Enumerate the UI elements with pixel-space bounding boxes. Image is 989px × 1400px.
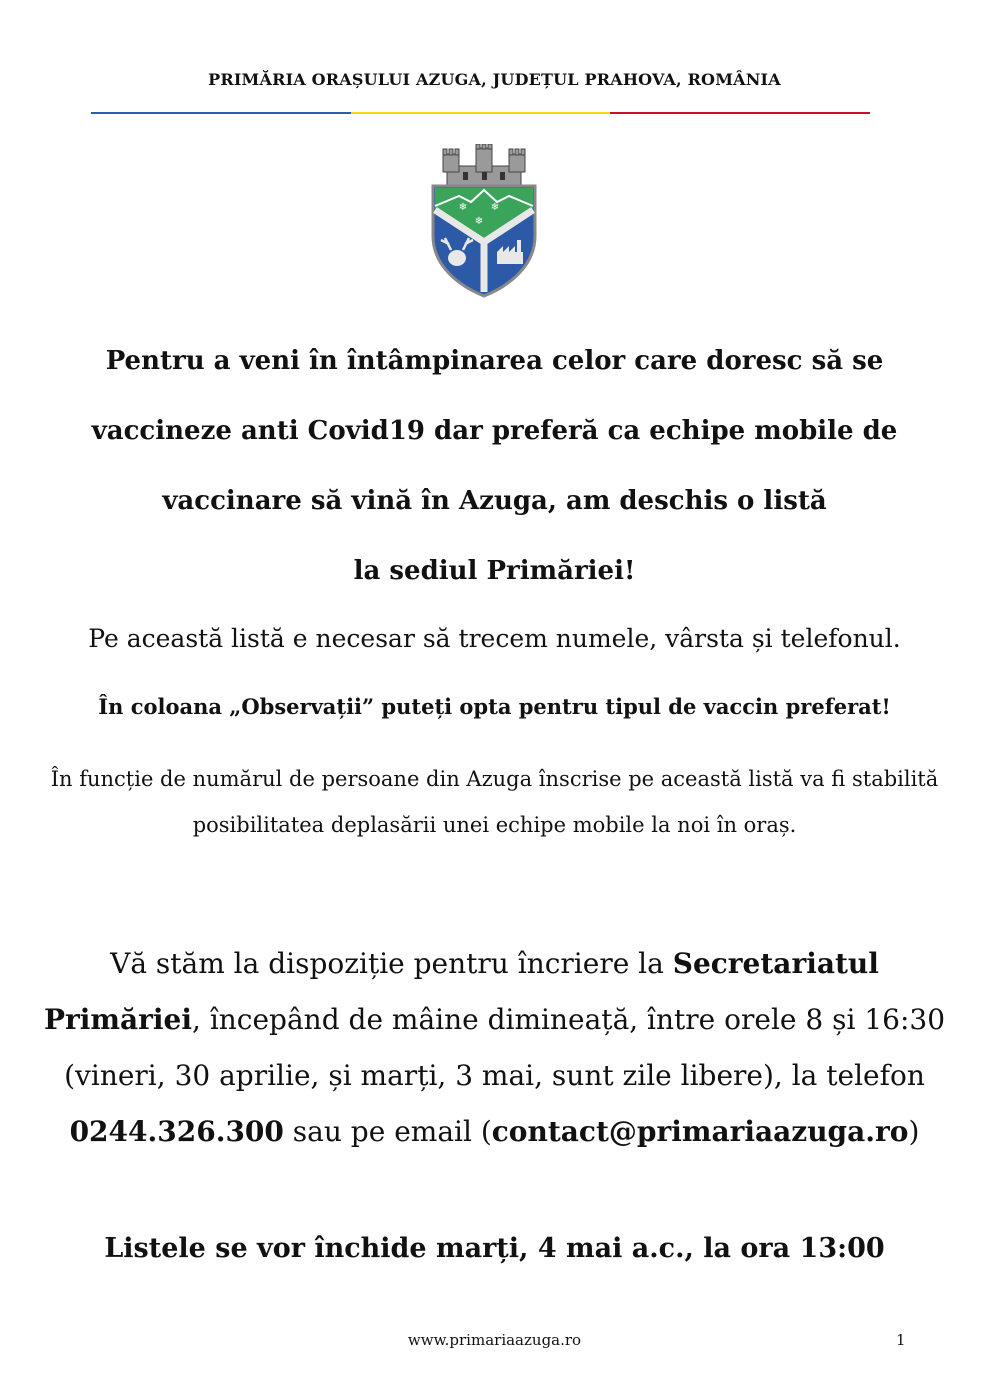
- divider-blue: [91, 112, 351, 114]
- email-address: contact@primariaazuga.ro: [491, 1115, 909, 1148]
- coat-of-arms-icon: [429, 144, 539, 299]
- info-line: Pe această listă e necesar să trecem numele, vârsta și telefonul.: [88, 624, 901, 653]
- contact-text-2: , începând de mâine dimineață, între orele 8 și 16:30 (vineri, 30 aprilie, și marți, 3 mai, sunt zile libere), la telefon: [64, 1003, 946, 1092]
- contact-text-3: sau pe email (: [283, 1115, 492, 1148]
- title-line-1: Pentru a veni în întâmpinarea celor care doresc să se: [105, 346, 884, 376]
- divider-yellow: [351, 112, 611, 114]
- title-line-2: vaccineze anti Covid19 dar preferă ca echipe mobile de: [91, 416, 898, 446]
- office-name: Secretariatul Primăriei: [43, 947, 879, 1036]
- svg-text:❄: ❄: [490, 202, 500, 213]
- observations-line: În coloana „Observații” puteți opta pentru tipul de vaccin preferat!: [98, 694, 891, 719]
- contact-text-4: ): [908, 1115, 920, 1148]
- contact-paragraph: [40, 936, 949, 1160]
- closing-line: Listele se vor închide marți, 4 mai a.c., la ora 13:00: [104, 1233, 885, 1264]
- phone-number: 0244.326.300: [69, 1115, 284, 1148]
- document-header: PRIMĂRIA ORAȘULUI AZUGA, JUDEȚUL PRAHOVA, ROMÂNIA: [208, 70, 781, 89]
- description-paragraph: În funcție de numărul de persoane din Azuga înscrise pe această listă va fi stabilită posibilitatea deplasării unei echipe mobile la noi în oraș.: [50, 767, 939, 837]
- contact-text-1: Vă stăm la dispoziție pentru încriere la: [110, 947, 673, 980]
- title-line-4: la sediul Primăriei!: [353, 556, 636, 586]
- divider-red: [610, 112, 870, 114]
- title-line-3: vaccinare să vină în Azuga, am deschis o listă: [162, 486, 827, 516]
- page-number: 1: [896, 1331, 906, 1349]
- tricolor-divider: [91, 112, 870, 114]
- svg-text:❄: ❄: [458, 202, 468, 213]
- footer-website: www.primariaazuga.ro: [407, 1331, 582, 1349]
- svg-text:❄: ❄: [474, 216, 484, 227]
